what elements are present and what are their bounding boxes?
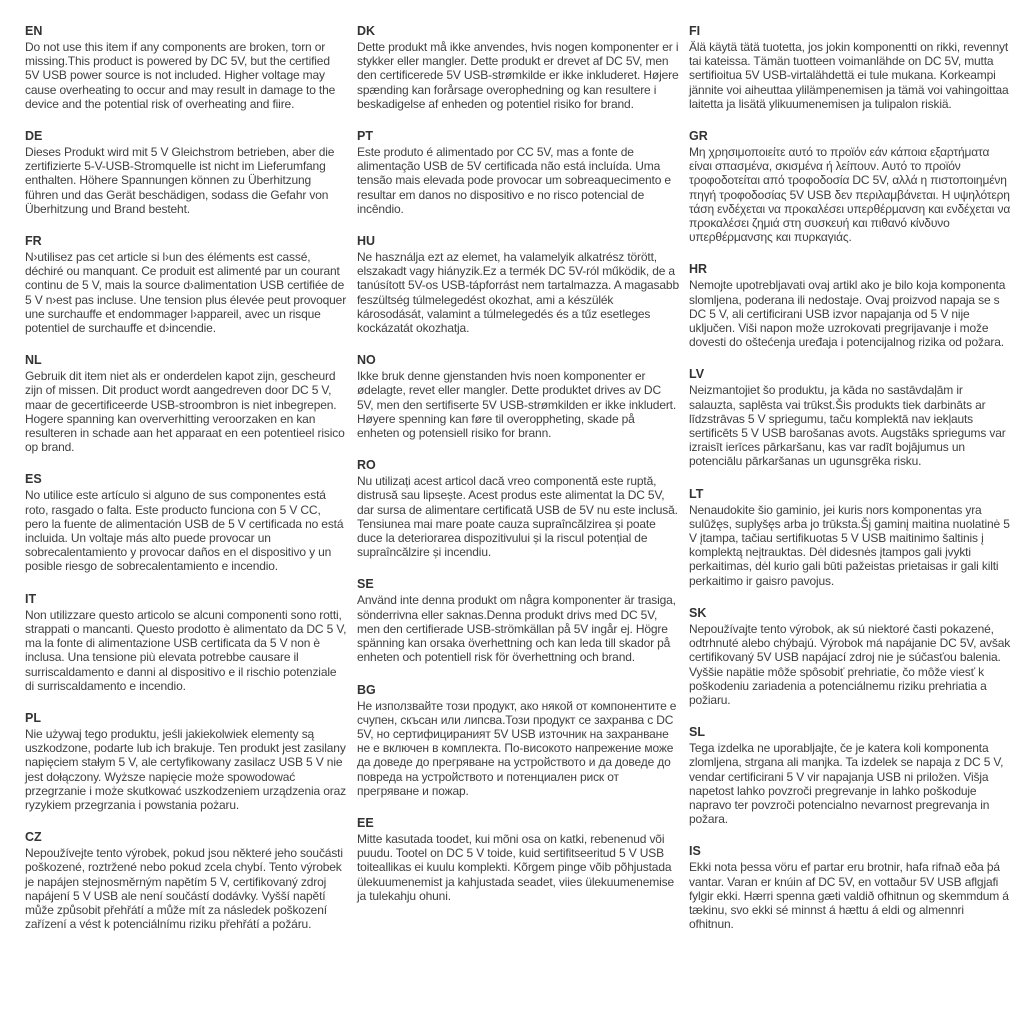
language-section-ee [357,816,679,903]
language-code-label: DE [25,129,43,144]
language-section-de [25,129,347,216]
language-section-ro [357,458,679,559]
language-code-label: PL [25,710,41,725]
language-code-label: ES [25,472,42,487]
language-code-label: PT [357,129,373,144]
language-section-cz [25,830,347,931]
warning-paragraph: Ne használja ezt az elemet, ha valamelyik alkatrész törött, elszakadt vagy hiányzik.Ez a termék DC 5V-ról működik, de a tanúsított 5V-os USB-tápforrást nem tartalmazza. A magasabb feszültség túlmelegedést okozhat, ami a készülék károsodását, valamint a túlmelegedés és a tűz esetleges kockázatát okozhatja. [357,250,679,336]
warning-paragraph: Ikke bruk denne gjenstanden hvis noen komponenter er ødelagte, revet eller mangler. Dette produktet drives av DC 5V, men den sertifiserte 5V USB-strømkilden er ikke inkludert. Høyere spenning kan føre til overoppheting, skade på enheten og potensiell risiko for brann. [357,369,677,441]
warning-paragraph: Non utilizzare questo articolo se alcuni componenti sono rotti, strappati o mancanti. Questo prodotto è alimentato da DC 5 V, ma la fonte di alimentazione USB certificata da 5 V non è inclusa. Una tensione più elevata potrebbe causare il surriscaldamento e danni al dispositivo e il rischio potenziale di surriscaldamento e incendio. [25,607,347,693]
warning-paragraph: Nu utilizați acest articol dacă vreo componentă este ruptă, distrusă sau lipsește. Acest produs este alimentat la DC 5V, dar sursa de alimentare certificată USB de 5V nu este inclusă. Tensiunea mai mare poate cauza supraîncălzirea și poate duce la deteriorarea dispozitivului și la riscul potențial de supraîncălzire și incendiu. [357,474,678,560]
warning-paragraph: Μη χρησιμοποιείτε αυτό το προϊόν εάν κάποια εξαρτήματα είναι σπασμένα, σκισμένα ή λείπουν. Αυτό το προϊόν τροφοδοτείται από τροφοδοσία DC 5V, αλλά η πιστοποιημένη πηγή τροφοδοσίας 5V USB δεν περιλαμβάνεται. Η υψηλότερη τάση ενδέχεται να προκαλέσει υπερθέρμανση και ενδέχεται να προκαλέσει ζημιά στη συσκευή και πιθανό κίνδυνο υπερθέρμανσης και πυρκαγιάς. [689,145,1011,245]
warning-paragraph: Dette produkt må ikke anvendes, hvis nogen komponenter er i stykker eller mangler. Dette produkt er drevet af DC 5V, men den certificerede 5V USB-strømkilde er ikke inkluderet. Højere spænding kan forårsage overophedning og kan resultere i beskadigelse af enheden og potentiel risiko for brand. [357,40,679,111]
language-code-label: SK [689,605,707,620]
language-code-label: NO [357,353,376,368]
language-section-is [689,844,1011,931]
language-section-hu [357,234,679,335]
language-code-label: DK [357,24,376,38]
warning-paragraph: Este produto é alimentado por CC 5V, mas a fonte de alimentação USB de 5V certificada não está incluída. Uma tensão mais elevada pode provocar um sobreaquecimento e resultar em danos no dispositivo e no risco potencial de incêndio. [357,145,671,216]
language-code-label: LT [689,486,704,501]
warning-paragraph: Mitte kasutada toodet, kui mõni osa on katki, rebenenud või puudu. Tootel on DC 5 V toide, kuid sertifitseeritud 5 V USB toiteallikas ei kuulu komplekti. Kõrgem pinge võib põhjustada ülekuumenemist ja kahjustada seadet, viies ülekuumenemise ja tulekahju ohuni. [357,831,674,903]
language-code-label: SE [357,577,374,592]
language-code-label: IT [25,591,37,606]
language-section-it [25,592,347,693]
warning-paragraph: Nenaudokite šio gaminio, jei kuris nors komponentas yra sulūžęs, suplyšęs arba jo trūksta.Šį gaminį maitina nuolatinė 5 V įtampa, tačiau sertifikuotas 5 V USB maitinimo šaltinis į komplektą neįtrauktas. Dėl didesnės įtampos gali įvykti perkaitimas, dėl kurio gali būti pažeistas prietaisas ir gali kilti perkaitimo ir gaisro pavojus. [689,502,1010,588]
language-code-label: BG [357,682,376,697]
warning-paragraph: Nemojte upotrebljavati ovaj artikl ako je bilo koja komponenta slomljena, poderana ili nedostaje. Ovaj proizvod napaja se s DC 5 V, ali certificirani USB izvor napajanja od 5 V nije uključen. Viši napon može uzrokovati pregrijavanje i može dovesti do oštećenja uređaja i potencijalnog rizika od požara. [689,278,1006,350]
warning-paragraph: Ekki nota þessa vöru ef partar eru brotnir, hafa rifnað eða þá vantar. Varan er knúin af DC 5V, en vottaður 5V USB aflgjafi fylgir ekki. Hærri spenna gæti valdið ofhitnun og skemmdum á tækinu, svo ekki sé minnst á hættu á eldi og almennri ofhitnun. [689,860,1009,932]
warning-paragraph: Använd inte denna produkt om några komponenter är trasiga, sönderrivna eller saknas.Denna produkt drivs med DC 5V, men den certifierade USB-strömkällan på 5V ingår ej. Högre spänning kan orsaka överhettning och kan leda till skador på enheten och potentiell risk för överhettning och brand. [357,593,676,665]
language-section-bg [357,683,679,798]
language-code-label: GR [689,129,708,144]
language-code-label: FR [25,234,42,249]
column-right [689,24,1011,949]
language-code-label: NL [25,353,42,368]
warning-paragraph: Nepoužívejte tento výrobek, pokud jsou některé jeho součásti poškozené, roztržené nebo pokud zcela chybí. Tento výrobek je napájen stejnosměrným napětím 5 V, certifikovaný zdroj napájení 5 V USB ale není součástí dodávky. Vyšší napětí může způsobit přehřátí a může mít za následek poškození zařízení a vést k potenciálnímu riziku přehřátí a požáru. [25,846,343,932]
language-section-sk [689,606,1011,707]
language-section-fr [25,234,347,335]
language-code-label: EE [357,815,374,830]
language-section-hr [689,262,1011,349]
column-left [25,24,347,949]
warning-paragraph: Nie używaj tego produktu, jeśli jakiekolwiek elementy są uszkodzone, podarte lub ich brakuje. Ten produkt jest zasilany napięciem stałym 5 V, ale certyfikowany zasilacz USB 5 V nie jest dołączony. Wyższe napięcie może spowodować przegrzanie i może skutkować uszkodzeniem urządzenia oraz ryzykiem przegrzania i powstania pożaru. [25,726,346,812]
language-code-label: RO [357,458,376,473]
language-section-lt [689,487,1011,588]
language-section-lv [689,367,1011,468]
warning-paragraph: Neizmantojiet šo produktu, ja kāda no sastāvdaļām ir salauzta, saplēsta vai trūkst.Šis produkts tiek darbināts ar līdzstrāvas 5 V spriegumu, taču komplektā nav iekļauts sertificēts 5 V USB barošanas avots. Augstāks spriegums var izraisīt ierīces pārkaršanu, kas var radīt bojājumus un potenciālu pārkaršanas un ugunsgrēka risku. [689,383,1006,469]
language-code-label: HR [689,262,708,277]
language-section-pt [357,129,679,216]
language-section-sl [689,725,1011,826]
language-section-dk [357,24,679,111]
language-code-label: IS [689,844,701,859]
language-code-label: SL [689,725,705,740]
language-section-pl [25,711,347,812]
language-section-no [357,353,679,440]
warning-paragraph: Älä käytä tätä tuotetta, jos jokin komponentti on rikki, revennyt tai kateissa. Tämän tuotteen voimanlähde on DC 5V, mutta sertifioitua 5V USB-virtalähdettä ei tule mukana. Korkeampi jännite voi aiheuttaa ylilämpenemisen ja tämä voi vahingoittaa laitetta ja lisätä ylikuumenemisen ja tulipalon riskiä. [689,40,1009,111]
warning-paragraph: Nepoužívajte tento výrobok, ak sú niektoré časti pokazené, odtrhnuté alebo chýbajú. Výrobok má napájanie DC 5V, avšak certifikovaný 5V USB napájací zdroj nie je súčasťou balenia. Vyššie napätie môže spôsobiť prehriatie, čo môže viesť k poškodeniu zariadenia a potenciálnemu riziku prehriatia a požiaru. [689,621,1011,707]
language-code-label: FI [689,24,701,38]
warning-paragraph: Не използвайте този продукт, ако някой от компонентите е счупен, скъсан или липсва.Този продукт се захранва с DC 5V, но сертифицираният 5V USB източник на захранване не е включен в комплекта. По-високото напрежение може да доведе до прегряване на устройството и да доведе до повреда на устройството и потенциален риск от прегряване и пожар. [357,698,677,798]
warning-paragraph: No utilice este artículo si alguno de sus componentes está roto, rasgado o falta. Este producto funciona con 5 V CC, pero la fuente de alimentación USB de 5 V certificada no está incluida. Un voltaje más alto puede provocar un sobrecalentamiento y provocar daños en el dispositivo y un posible riesgo de sobrecalentamiento e incendio. [25,488,344,574]
language-section-es [25,472,347,573]
warning-paragraph: N›utilisez pas cet article si l›un des éléments est cassé, déchiré ou manquant. Ce produit est alimenté par un courant continu de 5 V, mais la source d›alimentation USB certifiée de 5 V n›est pas incluse. Une tension plus élevée peut provoquer une surchauffe et endommager l›appareil, avec un risque potentiel de surchauffe et d›incendie. [25,250,347,336]
language-code-label: LV [689,367,705,382]
column-middle [357,24,679,949]
warning-paragraph: Dieses Produkt wird mit 5 V Gleichstrom betrieben, aber die zertifizierte 5-V-USB-Stromquelle ist nicht im Lieferumfang enthalten. Höhere Spannungen können zu Überhitzung führen und das Gerät beschädigen, sodass die Gefahr von Überhitzung und Brand besteht. [25,145,335,216]
warning-paragraph: Do not use this item if any components are broken, torn or missing.This product is powered by DC 5V, but the certified 5V USB power source is not included. Higher voltage may cause overheating to occur and may result in damage to the device and the potential risk of overheating and fiire. [25,40,336,111]
language-code-label: HU [357,234,376,249]
warning-paragraph: Tega izdelka ne uporabljajte, če je katera koli komponenta zlomljena, strgana ali manjka. Ta izdelek se napaja z DC 5 V, vendar certificirani 5 V vir napajanja USB ni priložen. Višja napetost lahko povzroči pregrevanje in lahko poškoduje napravo ter povzroči potencialno nevarnost pregrevanja in požara. [689,741,1004,827]
language-code-label: CZ [25,830,42,845]
language-section-gr [689,129,1011,244]
language-section-fi [689,24,1011,111]
language-code-label: EN [25,24,43,38]
language-section-en [25,24,347,111]
language-section-se [357,577,679,664]
warning-paragraph: Gebruik dit item niet als er onderdelen kapot zijn, gescheurd zijn of missen. Dit product wordt aangedreven door DC 5 V, maar de gecertificeerde USB-stroombron is niet inbegrepen. Hogere spanning kan oververhitting veroorzaken en kan resulteren in schade aan het apparaat en een potentieel risico op brand. [25,369,345,455]
language-section-nl [25,353,347,454]
